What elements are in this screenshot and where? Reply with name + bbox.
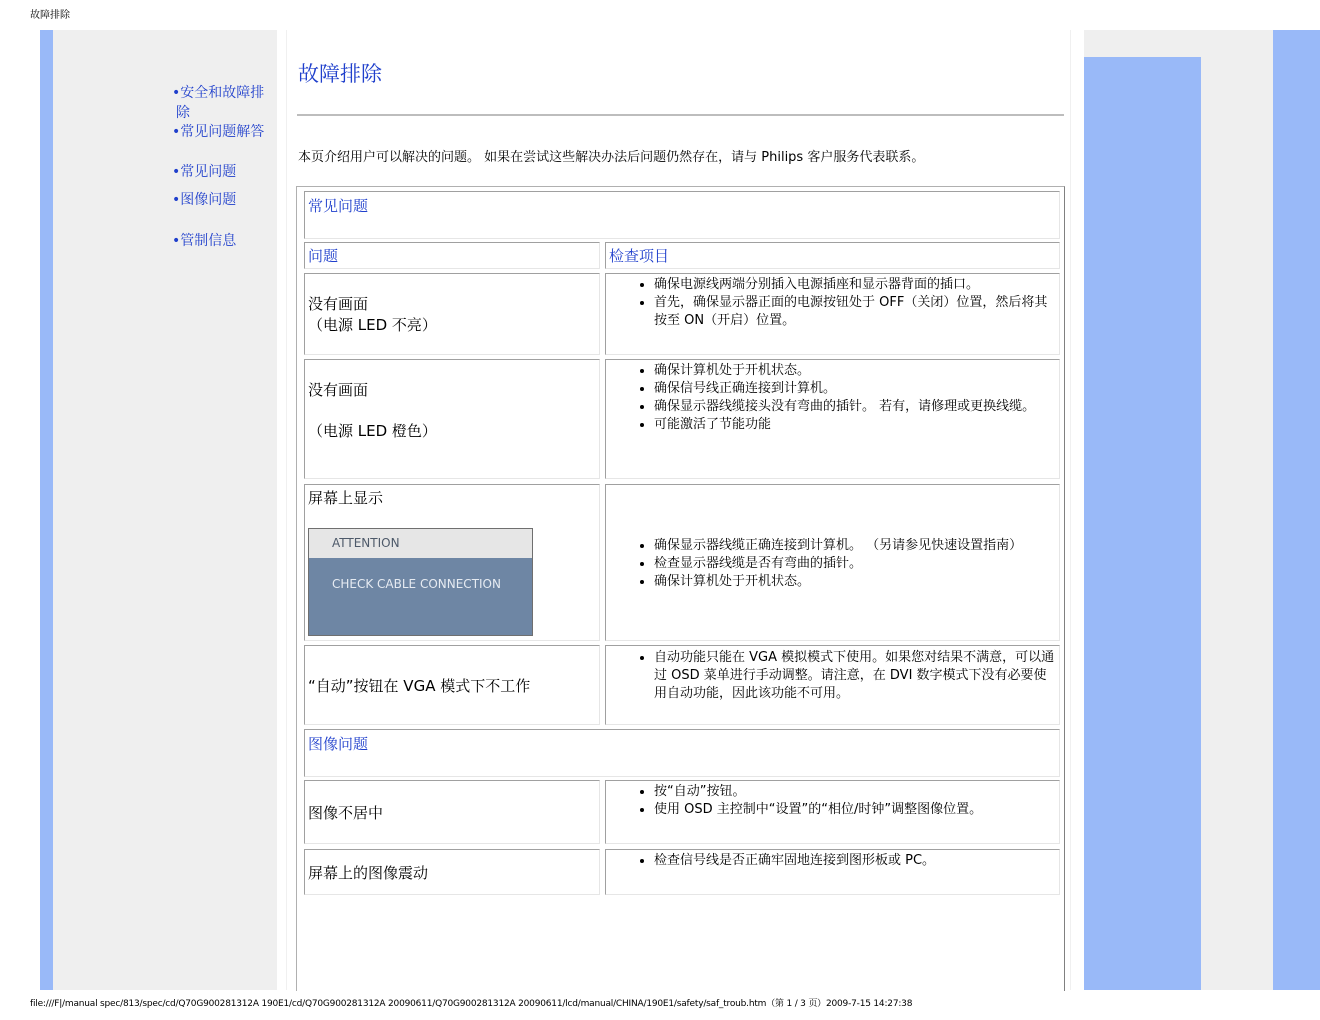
- nav-link-safety[interactable]: •安全和故障排: [172, 85, 265, 101]
- check-list: [606, 649, 1059, 703]
- attention-label: ATTENTION: [309, 529, 532, 558]
- check-item: • 检查信号线是否正确牢固地连接到图形板或 PC。: [654, 852, 1059, 870]
- left-nav-panel: [53, 30, 277, 990]
- problem-cell: [304, 359, 600, 479]
- check-item: • 确保计算机处于开机状态。: [654, 573, 1059, 591]
- right-stripe-outer: [1273, 30, 1320, 990]
- problem-cell: [304, 780, 600, 844]
- title-divider: [297, 114, 1064, 116]
- check-item: • 确保电源线两端分别插入电源插座和显示器背面的插口。: [654, 276, 1059, 294]
- check-item: • 确保显示器线缆正确连接到计算机。 （另请参见快速设置指南）: [654, 537, 1059, 555]
- problem-text: 图像不居中: [308, 803, 384, 822]
- problem-cell: [304, 645, 600, 725]
- check-item: • 检查显示器线缆是否有弯曲的插针。: [654, 555, 1059, 573]
- problem-text: 没有画面: [308, 295, 369, 313]
- problem-text: 没有画面: [308, 381, 369, 399]
- attention-osd-image: [308, 528, 533, 636]
- section-image-problems: 图像问题: [304, 729, 1060, 777]
- check-cell: [605, 273, 1060, 355]
- check-list: [606, 362, 1059, 434]
- nav-link-common-problems[interactable]: •常见问题: [172, 164, 237, 180]
- left-stripe: [40, 30, 53, 990]
- check-cell: [605, 359, 1060, 479]
- problem-cell: [304, 484, 600, 641]
- check-item: • 按“自动”按钮。: [654, 783, 1059, 801]
- check-cell: [605, 780, 1060, 844]
- right-panel-gap: [1201, 57, 1273, 990]
- check-list: [606, 537, 1059, 591]
- column-header-problem: 问题: [304, 242, 600, 269]
- section-common-problems: 常见问题: [304, 191, 1060, 239]
- check-cell: [605, 849, 1060, 895]
- check-cell: [605, 645, 1060, 725]
- check-item: • 确保显示器线缆接头没有弯曲的插针。 若有，请修理或更换线缆。: [654, 398, 1059, 416]
- check-item: • 首先，确保显示器正面的电源按钮处于 OFF（关闭）位置，然后将其按至 ON（开启）位置。: [654, 294, 1059, 330]
- check-item: • 自动功能只能在 VGA 模拟模式下使用。如果您对结果不满意，可以通过 OSD 菜单进行手动调整。请注意，在 DVI 数字模式下没有必要使用自动功能，因此该功能不可用。: [654, 649, 1059, 703]
- check-item: • 可能激活了节能功能: [654, 416, 1059, 434]
- troubleshooting-table: [296, 186, 1065, 991]
- nav-link-safety-cont[interactable]: 除: [176, 105, 190, 121]
- check-cable-label: CHECK CABLE CONNECTION: [309, 558, 532, 635]
- intro-text: 本页介绍用户可以解决的问题。 如果在尝试这些解决办法后问题仍然存在，请与 Philips 客户服务代表联系。: [298, 150, 925, 165]
- nav-link-faq[interactable]: •常见问题解答: [172, 124, 265, 140]
- check-list: [606, 783, 1059, 819]
- problem-text: 屏幕上的图像震动: [308, 863, 429, 882]
- check-list: [606, 276, 1059, 330]
- page-title: 故障排除: [298, 62, 382, 86]
- check-item: • 使用 OSD 主控制中“设置”的“相位/时钟”调整图像位置。: [654, 801, 1059, 819]
- check-item: • 确保信号线正确连接到计算机。: [654, 380, 1059, 398]
- problem-text: 屏幕上显示: [308, 489, 384, 507]
- check-cell: [605, 484, 1060, 641]
- footer-path: file:///F|/manual spec/813/spec/cd/Q70G900281312A 190E1/cd/Q70G900281312A 20090611/Q70G900281312A 20090611/lcd/manual/CHINA/190E1/safety/saf_troub.htm（第 1 / 3 页）2009-7-15 14:27:38: [30, 999, 913, 1009]
- browser-page-title: 故障排除: [30, 10, 70, 21]
- column-header-check: 检查项目: [605, 242, 1060, 269]
- right-stripe-inner: [1084, 57, 1201, 990]
- problem-cell: [304, 849, 600, 895]
- problem-subtext: （电源 LED 橙色）: [308, 422, 437, 440]
- nav-link-regulatory[interactable]: •管制信息: [172, 233, 237, 249]
- check-list: [606, 852, 1059, 870]
- problem-cell: [304, 273, 600, 355]
- check-item: • 确保计算机处于开机状态。: [654, 362, 1059, 380]
- nav-link-image-problems[interactable]: •图像问题: [172, 192, 237, 208]
- problem-text: “自动”按钮在 VGA 模式下不工作: [308, 676, 531, 695]
- problem-subtext: （电源 LED 不亮）: [308, 316, 437, 334]
